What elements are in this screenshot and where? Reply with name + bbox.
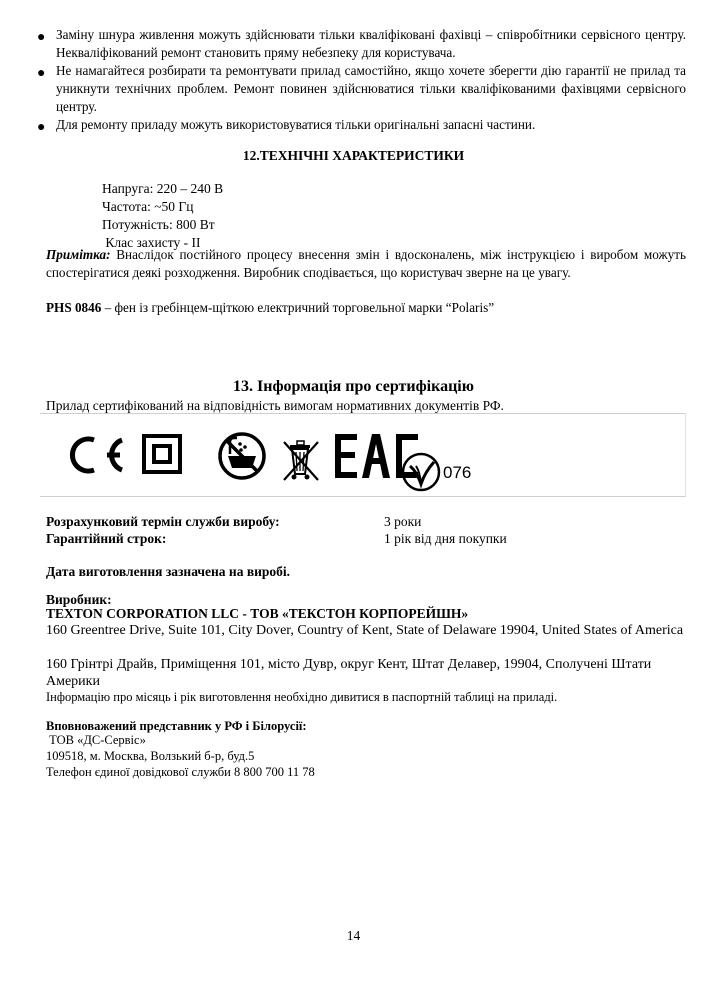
model-description: – фен із гребінцем-щіткою електричний торговельної марки “Polaris”: [101, 300, 495, 315]
model-code: PHS 0846: [46, 300, 102, 315]
ce-mark-icon: [72, 439, 122, 471]
ua-mark-number: 076: [443, 463, 472, 482]
spec-voltage: Напруга: 220 – 240 В: [102, 181, 224, 196]
bullet-text-self-repair: Не намагайтеся розбирати та ремонтувати прилад самостійно, якщо хочете зберегти дію гарантії не прилад та уникнути технічних проблем. Ремонт повинен здійснюватися тільки кваліфікованими фахівцями сервісного центру.: [56, 63, 686, 114]
note-paragraph: [46, 246, 686, 282]
service-life-label: Розрахунковий термін служби виробу:: [46, 514, 280, 529]
no-bath-use-icon: [220, 434, 264, 478]
manufacturer-address-ua: 160 Грінтрі Драйв, Приміщення 101, місто Дувр, округ Кент, Штат Делавер, 19904, Сполучені Штати Америки: [46, 657, 652, 689]
note-label: Примітка:: [46, 247, 111, 262]
section-13-heading: 13. Інформація про сертифікацію: [233, 378, 474, 395]
manufacturer-name: TEXTON CORPORATION LLC - ТОВ «ТЕКСТОН КОРПОРЕЙШН»: [46, 606, 469, 621]
manufacture-date-info: Інформацію про місяць і рік виготовлення необхідно дивитися в паспортній таблиці на приладі.: [46, 690, 558, 704]
manufacture-date-note: Дата виготовлення зазначена на виробі.: [46, 564, 291, 579]
double-insulation-icon: [144, 436, 180, 472]
warranty-value: 1 рік від дня покупки: [384, 531, 507, 546]
manufacturer-address-en: 160 Greentree Drive, Suite 101, City Dover, Country of Kent, State of Delaware 19904, United States of America: [46, 623, 684, 638]
representative-name: ТОВ «ДС-Сервіс»: [46, 733, 146, 747]
bullet-marker: ●: [37, 120, 46, 135]
service-life-value: 3 роки: [384, 514, 422, 529]
certification-logos-strip: [40, 413, 686, 497]
section-12-heading: 12.ТЕХНІЧНІ ХАРАКТЕРИСТИКИ: [242, 148, 465, 163]
bullet-marker: ●: [37, 66, 46, 81]
page-number: 14: [346, 928, 361, 943]
certification-logos: [40, 414, 685, 496]
representative-phone: Телефон єдиної довідкової служби 8 800 700 11 78: [46, 765, 315, 779]
representative-address: 109518, м. Москва, Волзький б-р, буд.5: [46, 749, 255, 763]
bullet-marker: ●: [37, 30, 46, 45]
bullet-text-cord-replacement: Заміну шнура живлення можуть здійснювати тільки кваліфіковані фахівці – співробітники сервісного центру. Некваліфікований ремонт становить пряму небезпеку для користувача.: [56, 27, 686, 60]
spec-protection-class: Клас захисту - ІІ: [102, 235, 201, 250]
model-line: [46, 300, 494, 316]
spec-frequency: Частота: ~50 Гц: [102, 199, 194, 214]
manufacturer-label: Виробник:: [46, 592, 112, 607]
representative-label: Вповноважений представник у РФ і Білорусії:: [46, 719, 307, 733]
eac-mark-icon: [335, 434, 418, 478]
warranty-label: Гарантійний строк:: [46, 531, 167, 546]
certification-statement: Прилад сертифікований на відповідність вимогам нормативних документів РФ.: [46, 398, 504, 413]
note-text: Внаслідок постійного процесу внесення змін і вдосконалень, між інструкцією і виробом можуть спостерігатися деякі розходження. Виробник сподівається, що користувач зверне на це увагу.: [46, 247, 686, 280]
spec-power: Потужність: 800 Вт: [102, 217, 215, 232]
weee-crossed-bin-icon: [284, 441, 318, 480]
bullet-text-original-parts: Для ремонту приладу можуть використовуватися тільки оригінальні запасні частини.: [56, 117, 536, 132]
